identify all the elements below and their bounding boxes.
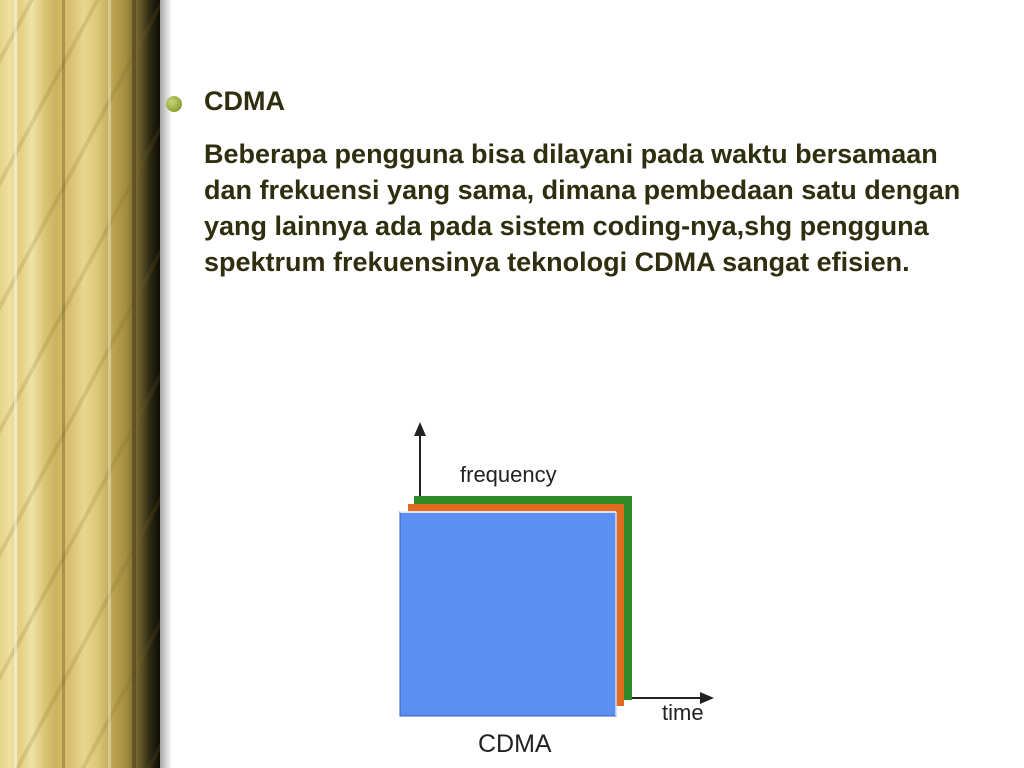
band-bevel: [132, 0, 136, 768]
y-axis-arrow-icon: [414, 422, 426, 436]
band-bevel: [108, 0, 111, 768]
left-decorative-band: [0, 0, 160, 768]
band-bevel: [14, 0, 17, 768]
band-bevel: [62, 0, 65, 768]
bullet-icon: [166, 96, 182, 112]
band-shadow: [160, 0, 172, 768]
y-axis-label: frequency: [460, 462, 557, 487]
slide-body-text: Beberapa pengguna bisa dilayani pada waktu bersamaan dan frekuensi yang sama, dimana pembedaan satu dengan yang lainnya ada pada sistem coding-nya,shg pengguna spektrum frekuensinya teknologi CDMA sangat efisien.: [204, 139, 961, 277]
slide-heading: CDMA: [204, 86, 285, 116]
diagram-caption: CDMA: [478, 730, 552, 758]
x-axis-label: time: [662, 700, 704, 725]
front-block: [400, 512, 616, 716]
